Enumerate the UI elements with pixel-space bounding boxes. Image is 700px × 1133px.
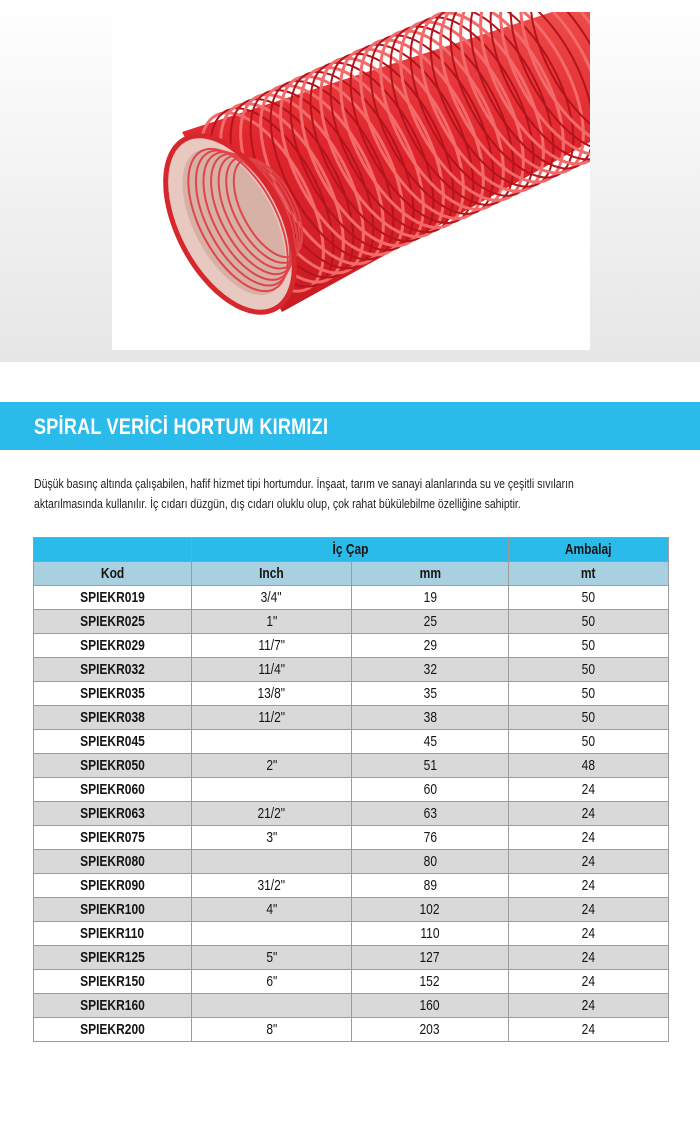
cell-inch: 11/7" xyxy=(192,634,352,658)
spec-table xyxy=(33,537,669,1042)
cell-inch xyxy=(192,922,352,946)
table-row xyxy=(34,826,669,850)
group-header-empty xyxy=(34,538,192,562)
cell-mm: 127 xyxy=(352,946,509,970)
cell-mt: 50 xyxy=(509,610,669,634)
title-bar xyxy=(0,402,700,450)
cell-kod: SPIEKR029 xyxy=(34,634,192,658)
cell-mt: 24 xyxy=(509,922,669,946)
table-row xyxy=(34,730,669,754)
cell-mm: 102 xyxy=(352,898,509,922)
cell-inch: 2" xyxy=(192,754,352,778)
page-title: SPİRAL VERİCİ HORTUM KIRMIZI xyxy=(34,414,329,439)
cell-mm: 110 xyxy=(352,922,509,946)
column-header-row xyxy=(34,562,669,586)
cell-inch xyxy=(192,994,352,1018)
cell-kod: SPIEKR160 xyxy=(34,994,192,1018)
cell-kod: SPIEKR045 xyxy=(34,730,192,754)
cell-kod: SPIEKR035 xyxy=(34,682,192,706)
cell-mm: 32 xyxy=(352,658,509,682)
cell-mt: 24 xyxy=(509,994,669,1018)
cell-mt: 24 xyxy=(509,898,669,922)
cell-mt: 50 xyxy=(509,634,669,658)
cell-inch: 13/8" xyxy=(192,682,352,706)
cell-kod: SPIEKR032 xyxy=(34,658,192,682)
cell-mm: 76 xyxy=(352,826,509,850)
cell-mt: 50 xyxy=(509,730,669,754)
column-header-kod: Kod xyxy=(34,562,192,586)
cell-inch: 4" xyxy=(192,898,352,922)
product-photo xyxy=(112,12,590,350)
cell-kod: SPIEKR063 xyxy=(34,802,192,826)
cell-kod: SPIEKR025 xyxy=(34,610,192,634)
table-row xyxy=(34,898,669,922)
cell-kod: SPIEKR100 xyxy=(34,898,192,922)
cell-inch: 3" xyxy=(192,826,352,850)
cell-mm: 51 xyxy=(352,754,509,778)
cell-mm: 152 xyxy=(352,970,509,994)
cell-inch: 8" xyxy=(192,1018,352,1042)
cell-inch: 11/2" xyxy=(192,706,352,730)
cell-mt: 24 xyxy=(509,778,669,802)
product-description xyxy=(34,474,674,514)
table-row xyxy=(34,946,669,970)
cell-inch: 6" xyxy=(192,970,352,994)
cell-mm: 45 xyxy=(352,730,509,754)
table-row xyxy=(34,994,669,1018)
cell-mm: 29 xyxy=(352,634,509,658)
column-header-inch: Inch xyxy=(192,562,352,586)
cell-inch: 31/2" xyxy=(192,874,352,898)
table-row xyxy=(34,922,669,946)
cell-kod: SPIEKR110 xyxy=(34,922,192,946)
cell-mt: 24 xyxy=(509,802,669,826)
description-line: Düşük basınç altında çalışabilen, hafif hizmet tipi hortumdur. İnşaat, tarım ve sanayi alanlarında su ve çeşitli sıvıların xyxy=(34,477,574,491)
cell-kod: SPIEKR075 xyxy=(34,826,192,850)
cell-kod: SPIEKR150 xyxy=(34,970,192,994)
cell-mm: 38 xyxy=(352,706,509,730)
cell-mt: 24 xyxy=(509,850,669,874)
table-row xyxy=(34,658,669,682)
cell-mm: 80 xyxy=(352,850,509,874)
cell-kod: SPIEKR038 xyxy=(34,706,192,730)
cell-mt: 50 xyxy=(509,682,669,706)
cell-kod: SPIEKR019 xyxy=(34,586,192,610)
cell-mm: 35 xyxy=(352,682,509,706)
cell-mm: 63 xyxy=(352,802,509,826)
table-row xyxy=(34,778,669,802)
column-header-mm: mm xyxy=(352,562,509,586)
cell-mm: 19 xyxy=(352,586,509,610)
cell-mm: 203 xyxy=(352,1018,509,1042)
cell-mt: 24 xyxy=(509,970,669,994)
cell-mt: 50 xyxy=(509,586,669,610)
product-hero xyxy=(0,0,700,362)
table-row xyxy=(34,850,669,874)
cell-kod: SPIEKR060 xyxy=(34,778,192,802)
cell-mt: 24 xyxy=(509,826,669,850)
cell-mm: 25 xyxy=(352,610,509,634)
group-header-row xyxy=(34,538,669,562)
cell-kod: SPIEKR050 xyxy=(34,754,192,778)
group-header-ic-cap: İç Çap xyxy=(192,538,509,562)
table-row xyxy=(34,682,669,706)
cell-inch xyxy=(192,730,352,754)
cell-inch: 21/2" xyxy=(192,802,352,826)
cell-inch: 11/4" xyxy=(192,658,352,682)
cell-mt: 48 xyxy=(509,754,669,778)
table-row xyxy=(34,874,669,898)
cell-mt: 24 xyxy=(509,874,669,898)
table-row xyxy=(34,970,669,994)
cell-kod: SPIEKR125 xyxy=(34,946,192,970)
group-header-ambalaj: Ambalaj xyxy=(509,538,669,562)
table-row xyxy=(34,634,669,658)
cell-inch: 3/4" xyxy=(192,586,352,610)
cell-inch: 5" xyxy=(192,946,352,970)
description-line: aktarılmasında kullanılır. İç cıdarı düzgün, dış cıdarı oluklu olup, çok rahat bükülebilme özelliğine sahiptir. xyxy=(34,497,521,511)
table-row xyxy=(34,586,669,610)
spiral-hose-image xyxy=(112,12,590,350)
cell-kod: SPIEKR080 xyxy=(34,850,192,874)
cell-mm: 60 xyxy=(352,778,509,802)
cell-inch xyxy=(192,850,352,874)
cell-mt: 24 xyxy=(509,1018,669,1042)
cell-inch: 1" xyxy=(192,610,352,634)
column-header-mt: mt xyxy=(509,562,669,586)
table-row xyxy=(34,754,669,778)
cell-inch xyxy=(192,778,352,802)
table-row xyxy=(34,610,669,634)
cell-mm: 160 xyxy=(352,994,509,1018)
cell-mt: 24 xyxy=(509,946,669,970)
cell-mm: 89 xyxy=(352,874,509,898)
table-row xyxy=(34,1018,669,1042)
cell-kod: SPIEKR090 xyxy=(34,874,192,898)
table-row xyxy=(34,706,669,730)
cell-mt: 50 xyxy=(509,658,669,682)
cell-mt: 50 xyxy=(509,706,669,730)
table-row xyxy=(34,802,669,826)
cell-kod: SPIEKR200 xyxy=(34,1018,192,1042)
